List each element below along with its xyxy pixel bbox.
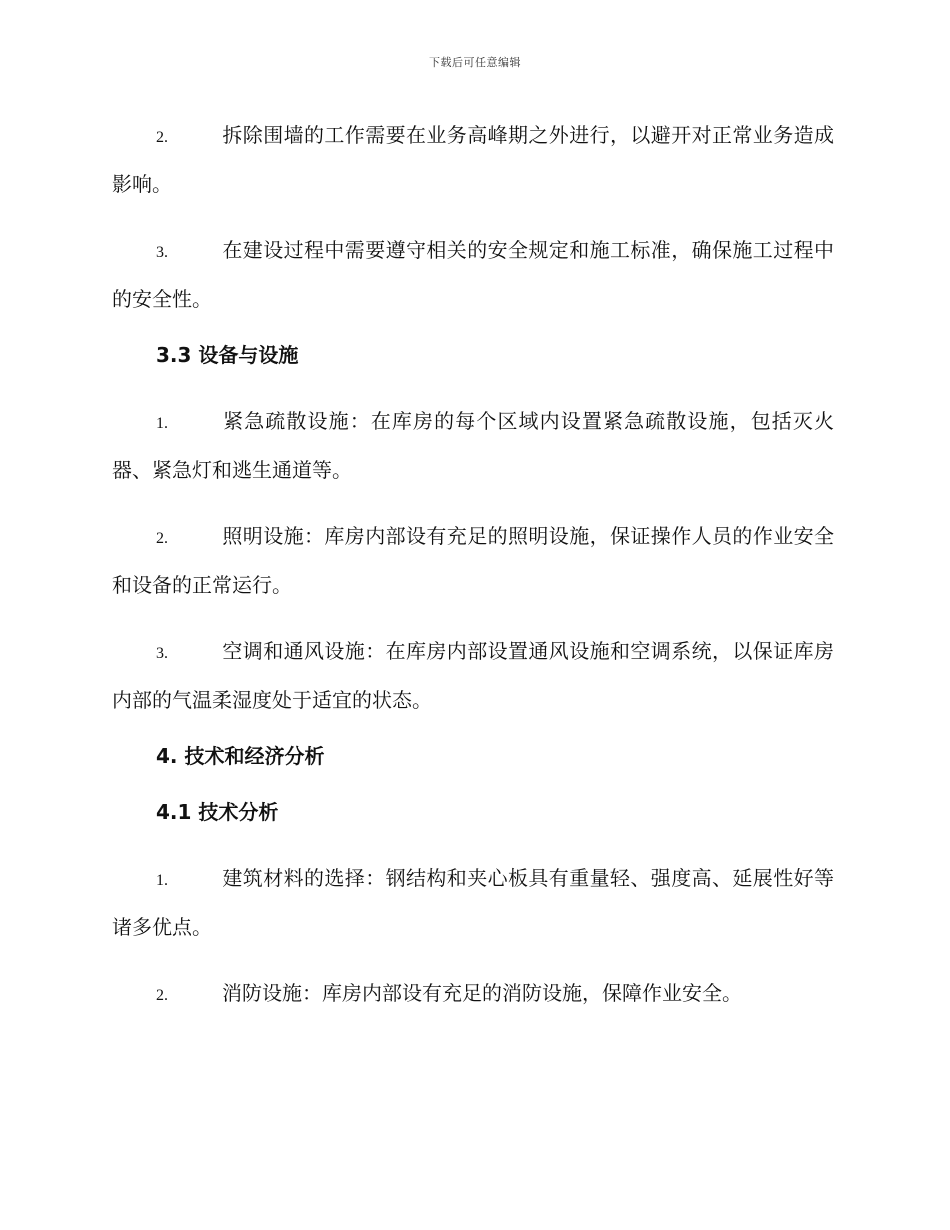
list-text: 在建设过程中需要遵守相关的安全规定和施工标准，确保施工过程中的安全性。 [112,238,834,311]
document-body [112,112,834,1029]
list-item [112,855,834,950]
list-number: 3. [156,244,168,261]
list-item [112,513,834,608]
list-item [112,970,834,1019]
list-number: 2. [156,530,168,547]
list-number: 1. [156,872,168,889]
section-heading: 4. 技术和经济分析 [156,744,325,768]
list-number: 2. [156,129,168,146]
list-text: 消防设施：库房内部设有充足的消防设施，保障作业安全。 [222,981,742,1005]
list-item [112,227,834,322]
list-item [112,112,834,207]
page-header: 下载后可任意编辑 [429,56,521,69]
subsection-heading: 4.1 技术分析 [156,800,279,824]
list-text: 照明设施：库房内部设有充足的照明设施，保证操作人员的作业安全和设备的正常运行。 [112,524,834,597]
list-text: 拆除围墙的工作需要在业务高峰期之外进行，以避开对正常业务造成影响。 [112,123,834,196]
list-number: 2. [156,987,168,1004]
list-number: 1. [156,415,168,432]
list-number: 3. [156,645,168,662]
list-item [112,628,834,723]
list-text: 紧急疏散设施：在库房的每个区域内设置紧急疏散设施，包括灭火器、紧急灯和逃生通道等。 [112,409,834,482]
list-text: 建筑材料的选择：钢结构和夹心板具有重量轻、强度高、延展性好等诸多优点。 [112,866,834,939]
list-text: 空调和通风设施：在库房内部设置通风设施和空调系统，以保证库房内部的气温柔湿度处于适宜的状态。 [112,639,834,712]
section-heading: 3.3 设备与设施 [156,343,299,367]
list-item [112,398,834,493]
